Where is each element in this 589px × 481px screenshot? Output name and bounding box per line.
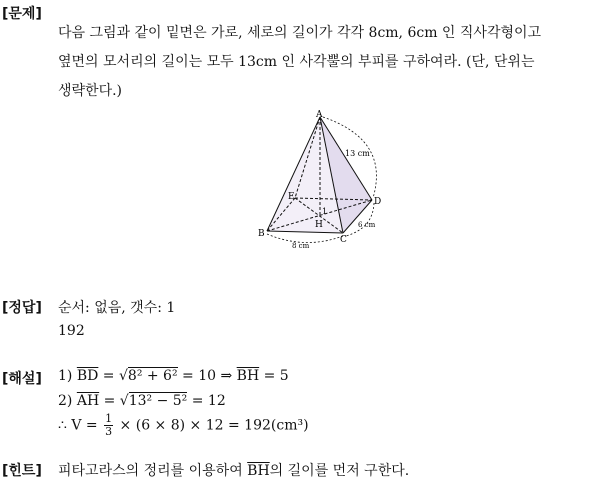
sqrt-expression-2: 13² − 5²	[128, 393, 188, 409]
label-h: H	[315, 220, 323, 230]
explanation-line-1: 1) $\overline{BD} = √8^2 + 6^2 = 10$ ⇒ $\overline{BH} = 5$	[58, 368, 289, 384]
segment-bd: $\overline{BD}$	[76, 368, 99, 384]
fraction-numerator: 1	[105, 412, 113, 425]
equals: =	[99, 393, 120, 409]
label-8cm: 8 cm	[292, 242, 310, 250]
step-1-end: = 5	[259, 368, 289, 384]
step-2-end: = 12	[187, 393, 226, 409]
label-c: C	[340, 235, 347, 245]
explanation-line-3	[58, 413, 309, 438]
label-a: A	[316, 110, 323, 120]
hint-tag: [힌트]	[2, 463, 42, 479]
step-1-result: = 10 ⇒	[177, 368, 237, 384]
segment-ah: $\overline{AH}$	[76, 393, 100, 409]
step-2-prefix: 2)	[58, 393, 77, 409]
segment-bh: $\overline{BH}$	[236, 368, 260, 384]
label-6cm: 6 cm	[358, 221, 376, 229]
label-e: E	[288, 192, 295, 202]
label-13cm: 13 cm	[345, 149, 370, 158]
hint-line	[58, 460, 409, 480]
explanation-line-2: 2) $\overline{AH} = √13^2 - 5^2 = 12$	[58, 393, 226, 409]
step-1-prefix: 1)	[58, 368, 77, 384]
problem-line-1: 다음 그림과 같이 밑면은 가로, 세로의 길이가 각각 8cm, 6cm 인 직사각형이고	[58, 25, 542, 41]
problem-tag: [문제]	[2, 6, 42, 22]
problem-line-3: 생략한다.)	[58, 83, 123, 99]
answer-line-2: 192	[58, 323, 85, 339]
label-d: D	[374, 197, 382, 207]
volume-prefix: ∴ V =	[58, 417, 103, 434]
hint-prefix: 피타고라스의 정리를 이용하여	[58, 463, 248, 479]
fraction-one-third	[104, 413, 113, 438]
answer-line-1: 순서: 없음, 갯수: 1	[58, 300, 176, 316]
label-one: 1	[322, 207, 328, 216]
volume-result: × (6 × 8) × 12 = 192(cm³)	[115, 417, 309, 434]
sqrt-expression-1: 8² + 6²	[127, 368, 178, 384]
answer-tag: [정답]	[2, 300, 42, 316]
label-b: B	[258, 229, 265, 239]
equals: =	[98, 368, 119, 384]
problem-line-2: 옆면의 모서리의 길이는 모두 13cm 인 사각뿔의 부피를 구하여라. (단, 단위는	[58, 54, 535, 70]
fraction-denominator: 3	[105, 425, 113, 438]
explanation-tag: [해설]	[2, 371, 42, 387]
hint-suffix: 의 길이를 먼저 구한다.	[269, 463, 410, 479]
hint-segment-bh: $\overline{BH}$	[247, 463, 270, 479]
pyramid-figure	[255, 110, 395, 255]
